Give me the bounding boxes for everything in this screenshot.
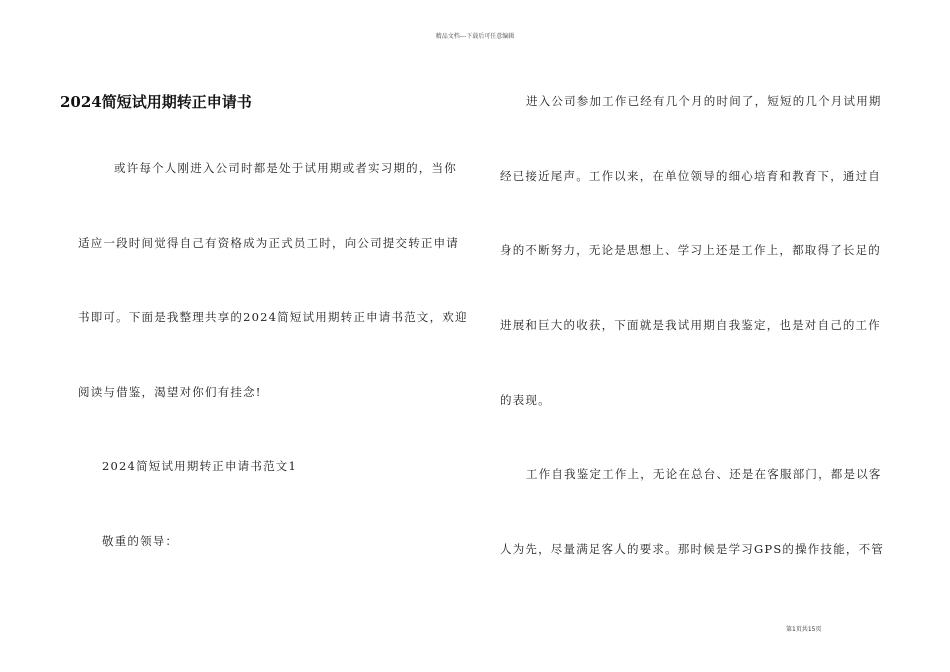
section-heading: 2024简短试用期转正申请书范文1 — [102, 459, 297, 473]
paragraph-line: 阅读与借鉴，渴望对你们有挂念! — [78, 385, 262, 399]
paragraph-line: 身的不断努力，无论是思想上、学习上还是工作上，都取得了长足的 — [500, 243, 881, 257]
page-number: 第1页共15页 — [786, 626, 822, 633]
paragraph-line: 人为先，尽量满足客人的要求。那时候是学习GPS的操作技能，不管 — [500, 542, 884, 556]
paragraph-line: 书即可。下面是我整理共享的2024简短试用期转正申请书范文，欢迎 — [78, 310, 468, 324]
paragraph-line: 的表现。 — [500, 393, 551, 407]
salutation: 敬重的领导： — [102, 534, 179, 548]
paragraph-line: 进入公司参加工作已经有几个月的时间了，短短的几个月试用期 — [526, 94, 882, 108]
paragraph-line: 经已接近尾声。工作以来，在单位领导的细心培育和教育下，通过自 — [500, 169, 881, 183]
document-title: 2024简短试用期转正申请书 — [60, 93, 252, 111]
header-note: 精品文档---下载后可任意编辑 — [435, 33, 515, 40]
paragraph-line: 或许每个人刚进入公司时都是处于试用期或者实习期的，当你 — [114, 161, 457, 175]
paragraph-line: 适应一段时间觉得自己有资格成为正式员工时，向公司提交转正申请 — [78, 236, 459, 250]
paragraph-line: 工作自我鉴定工作上，无论在总台、还是在客服部门，都是以客 — [526, 467, 882, 481]
paragraph-line: 进展和巨大的收获，下面就是我试用期自我鉴定，也是对自己的工作 — [500, 318, 881, 332]
